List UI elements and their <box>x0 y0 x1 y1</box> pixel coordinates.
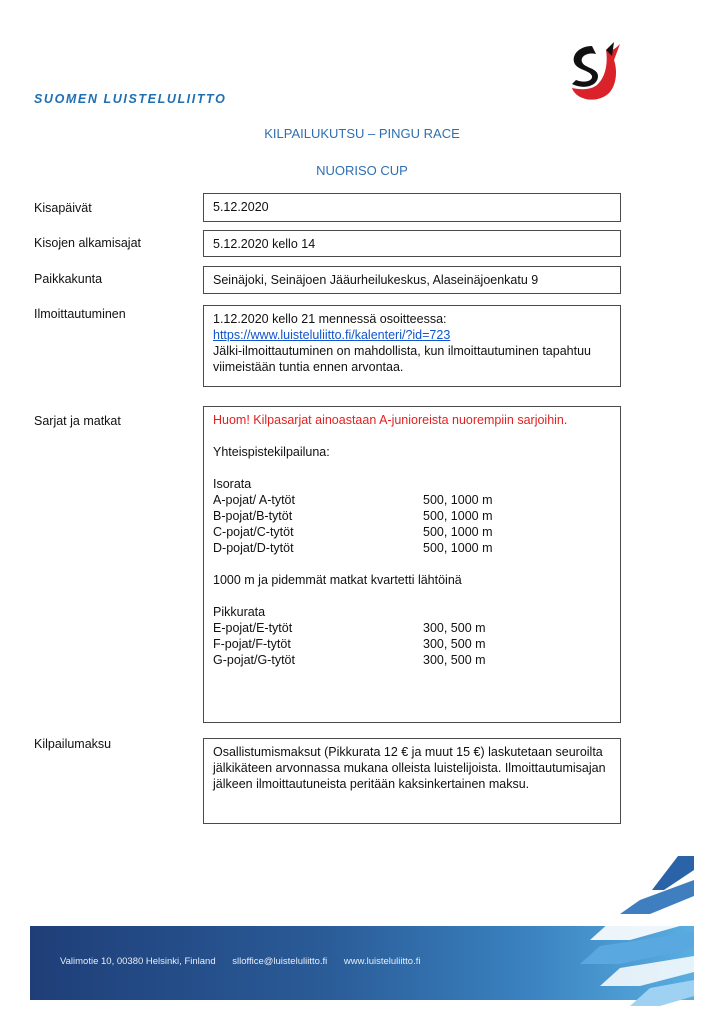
series-distances: 500, 1000 m <box>423 525 493 539</box>
invitation-title: KILPAILUKUTSU – PINGU RACE <box>264 126 460 141</box>
kilpailumaksu-value: Osallistumismaksut (Pikkurata 12 € ja muut 15 €) laskutetaan seuroilta jälkikäteen arvonnassa mukana olleista luistelijoista. Ilmoittautumisajan jälkeen ilmoittautuneista peritään kaksinkertainen maksu. <box>203 738 621 824</box>
isorata-heading: Isorata <box>213 477 252 491</box>
alkamisajat-value: 5.12.2020 kello 14 <box>203 230 621 257</box>
ilmoittautuminen-label: Ilmoittautuminen <box>34 307 126 321</box>
footer-contact <box>60 956 434 967</box>
decorative-stripes-icon <box>560 856 694 1006</box>
pikkurata-row <box>213 620 611 636</box>
series-name: C-pojat/C-tytöt <box>213 525 294 539</box>
paikkakunta-value: Seinäjoki, Seinäjoen Jääurheilukeskus, Alaseinäjoenkatu 9 <box>203 266 621 294</box>
sarjat-box <box>203 406 621 723</box>
footer-address: Valimotie 10, 00380 Helsinki, Finland <box>60 956 216 967</box>
series-distances: 500, 1000 m <box>423 493 493 507</box>
series-distances: 500, 1000 m <box>423 509 493 523</box>
invitation-subtitle: NUORISO CUP <box>316 163 408 178</box>
paikkakunta-label: Paikkakunta <box>34 272 103 286</box>
series-distances: 500, 1000 m <box>423 541 493 555</box>
yhteispiste-text: Yhteispistekilpailuna: <box>213 445 330 459</box>
series-name: D-pojat/D-tytöt <box>213 541 294 555</box>
series-name: A-pojat/ A-tytöt <box>213 493 295 507</box>
kisapaivat-label: Kisapäivät <box>34 201 92 215</box>
footer-email[interactable]: slloffice@luisteluliitto.fi <box>232 956 328 967</box>
series-name: B-pojat/B-tytöt <box>213 509 293 523</box>
series-name: G-pojat/G-tytöt <box>213 653 295 667</box>
isorata-row <box>213 508 611 524</box>
sarjat-label: Sarjat ja matkat <box>34 414 121 428</box>
ilmoittautuminen-deadline: 1.12.2020 kello 21 mennessä osoitteessa: <box>213 312 447 326</box>
registration-link[interactable]: https://www.luisteluliitto.fi/kalenteri/?id=723 <box>213 328 451 342</box>
isorata-row <box>213 492 611 508</box>
series-distances: 300, 500 m <box>423 621 486 635</box>
series-name: E-pojat/E-tytöt <box>213 621 293 635</box>
organization-name: SUOMEN LUISTELULIITTO <box>34 92 227 106</box>
kvartetti-note: 1000 m ja pidemmät matkat kvartetti lähtöinä <box>213 573 462 587</box>
series-name: F-pojat/F-tytöt <box>213 637 291 651</box>
footer-website[interactable]: www.luisteluliitto.fi <box>343 956 421 967</box>
pikkurata-row <box>213 652 611 668</box>
kilpailumaksu-label: Kilpailumaksu <box>34 737 112 751</box>
kisapaivat-value: 5.12.2020 <box>203 193 621 222</box>
isorata-row <box>213 524 611 540</box>
pikkurata-heading: Pikkurata <box>213 605 266 619</box>
series-warning: Huom! Kilpasarjat ainoastaan A-junioreista nuorempiin sarjoihin. <box>213 413 568 427</box>
skating-federation-logo-icon <box>562 42 620 104</box>
series-distances: 300, 500 m <box>423 653 486 667</box>
late-registration-note: Jälki-ilmoittautuminen on mahdollista, kun ilmoittautuminen tapahtuu viimeistään tuntia ennen arvontaa. <box>213 344 591 374</box>
ilmoittautuminen-box <box>203 305 621 387</box>
isorata-row <box>213 540 611 556</box>
pikkurata-row <box>213 636 611 652</box>
alkamisajat-label: Kisojen alkamisajat <box>34 236 141 250</box>
series-distances: 300, 500 m <box>423 637 486 651</box>
